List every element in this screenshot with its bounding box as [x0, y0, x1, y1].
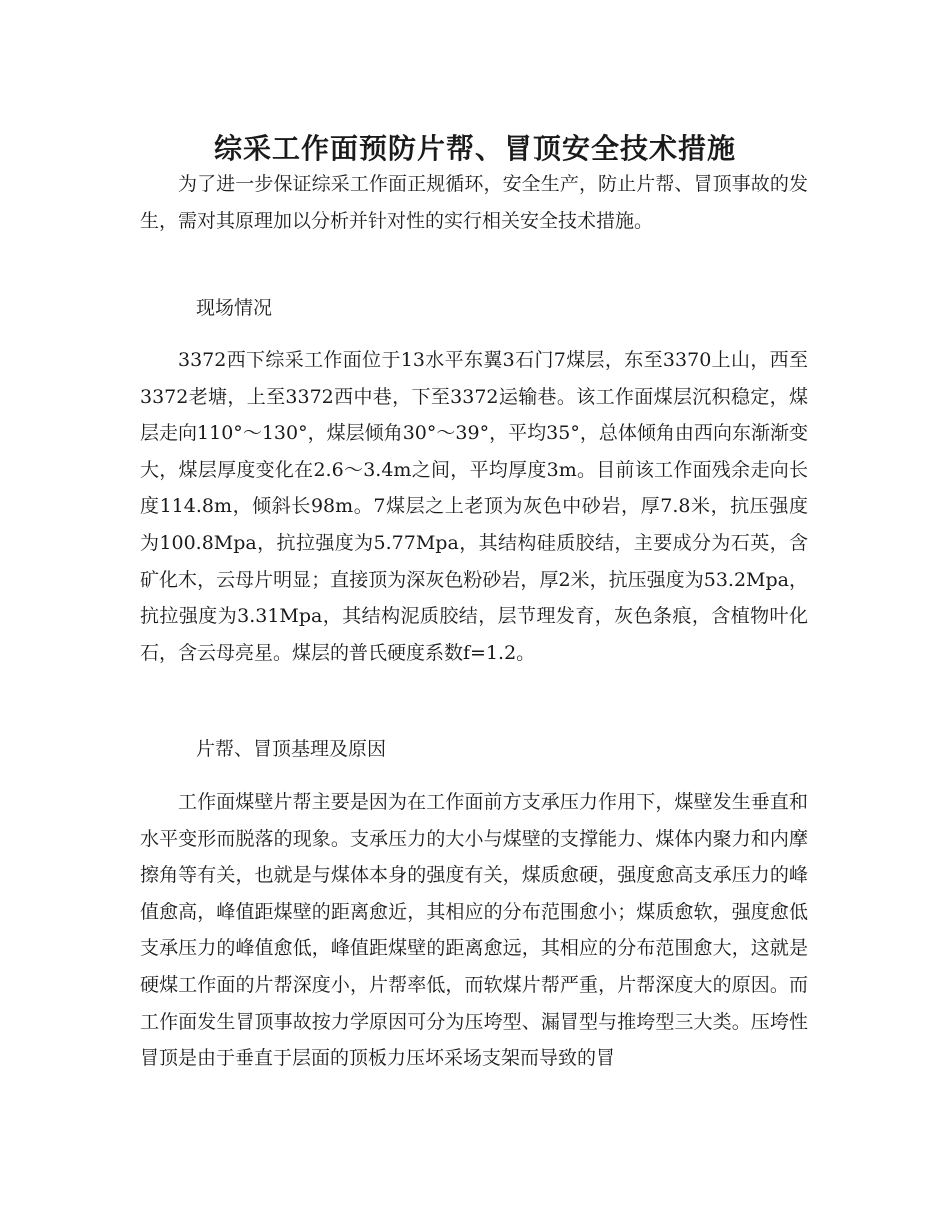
intro-paragraph: 为了进一步保证综采工作面正规循环，安全生产，防止片帮、冒顶事故的发生，需对其原理加以分析并针对性的实行相关安全技术措施。: [140, 173, 808, 232]
mechanism-paragraph: 工作面煤壁片帮主要是因为在工作面前方支承压力作用下，煤壁发生垂直和水平变形而脱落的现象。支承压力的大小与煤壁的支撑能力、煤体内聚力和内摩擦角等有关，也就是与煤体本身的强度有关，煤质愈硬，强度愈高支承压力的峰值愈高，峰值距煤壁的距离愈近，其相应的分布范围愈小；煤质愈软，强度愈低支承压力的峰值愈低，峰值距煤壁的距离愈远，其相应的分布范围愈大，这就是硬煤工作面的片帮深度小，片帮率低，而软煤片帮严重，片帮深度大的原因。而工作面发生冒顶事故按力学原因可分为压垮型、漏冒型与推垮型三大类。压垮性冒顶是由于垂直于层面的顶板力压坏采场支架而导致的冒: [140, 791, 808, 1070]
section-heading-mechanism: 片帮、冒顶基理及原因: [196, 738, 387, 760]
document-title: 综采工作面预防片帮、冒顶安全技术措施: [213, 131, 736, 165]
site-conditions-paragraph: 3372西下综采工作面位于13水平东翼3石门7煤层，东至3370上山，西至3372老塘，上至3372西中巷，下至3372运输巷。该工作面煤层沉积稳定，煤层走向110°～130°，煤层倾角30°～39°，平均35°，总体倾角由西向东渐渐变大，煤层厚度变化在2.6～3.4m之间，平均厚度3m。目前该工作面残余走向长度114.8m，倾斜长98m。7煤层之上老顶为灰色中砂岩，厚7.8米，抗压强度为100.8Mpa，抗拉强度为5.77Mpa，其结构硅质胶结，主要成分为石英，含矿化木，云母片明显；直接顶为深灰色粉砂岩，厚2米，抗压强度为53.2Mpa，抗拉强度为3.31Mpa，其结构泥质胶结，层节理发育，灰色条痕，含植物叶化石，含云母亮星。煤层的普氏硬度系数f=1.2。: [140, 349, 808, 664]
section-heading-site-conditions: 现场情况: [196, 297, 273, 319]
